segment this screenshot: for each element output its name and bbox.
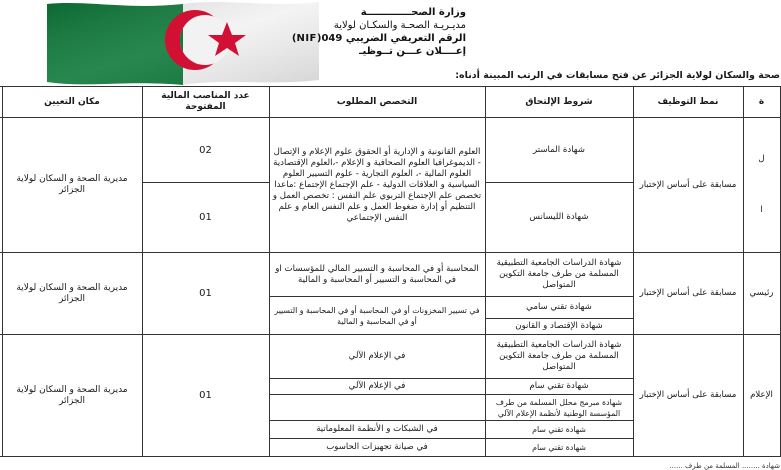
specialty-cell: العلوم القانونية و الإدارية أو الحقوق علوم الإعلام و الإتصال - الديموغرافيا العلوم الصحافية و الإعلام -،العلوم الإقتصادية العلوم المالية -، العلوم التجارية - علوم التسيير العلوم السياسية و العلاقات الدولية - علم الإجتماع الإجتماع :ماعدا تخصص علم الإجتماع التربوي علم النفس : تخصص العمل و التنظيم أو إدارة ضغوط العمل و علم النفس العام و علم النفس الإجتماعي xyxy=(269,118,485,253)
specialty-cell: في صيانة تجهيزات الحاسوب xyxy=(269,439,485,457)
edge-cell xyxy=(0,335,2,457)
rank-cell xyxy=(743,118,780,253)
table-row xyxy=(0,253,780,297)
ministry-line: وزارة الصحـــــــــــــة xyxy=(360,7,466,18)
mode-cell: مسابقة على أساس الإختبار xyxy=(633,335,743,457)
condition-cell: شهادة الماستر xyxy=(485,118,633,183)
condition-cell: شهادة تقني سام xyxy=(485,379,633,395)
condition-cell: شهادة مبرمج محلل المسلمة من طرف المؤسسة الوطنية لأنظمة الإعلام الآلي xyxy=(485,395,633,421)
table-row xyxy=(0,335,780,379)
condition-cell: شهادة تقني سام xyxy=(485,421,633,439)
col-rank: ة xyxy=(743,87,780,118)
condition-cell: شهادة الدراسات الجامعية التطبيقية المسلمة من طرف جامعة التكوين المتواصل xyxy=(485,335,633,379)
mode-cell: مسابقة على أساس الإختبار xyxy=(633,253,743,335)
specialty-cell: في الإعلام الآلي xyxy=(269,335,485,379)
specialty-cell xyxy=(269,395,485,421)
col-edge xyxy=(0,87,2,118)
rank-cell: رئيسي xyxy=(743,253,780,335)
recruitment-table xyxy=(0,86,781,457)
document-header xyxy=(291,6,466,58)
place-cell: مديرية الصحة و السكان لولاية الجزائر xyxy=(2,335,142,457)
specialty-cell: في الإعلام الآلي xyxy=(269,379,485,395)
positions-cell: 01 xyxy=(142,253,269,335)
positions-cell: 01 xyxy=(142,183,269,253)
rank-text: ل xyxy=(758,154,765,164)
mode-cell: مسابقة على أساس الإختبار xyxy=(633,118,743,253)
edge-cell xyxy=(0,118,2,253)
specialty-cell: في الشبكات و الأنظمة المعلوماتية xyxy=(269,421,485,439)
condition-cell: شهادة تقني سام xyxy=(485,439,633,457)
table-row xyxy=(0,118,780,183)
table-header-row xyxy=(0,87,780,118)
edge-cell xyxy=(0,253,2,335)
condition-cell: شهادة الإقتصاد و القانون xyxy=(485,319,633,335)
col-mode: نمط التوظيف xyxy=(633,87,743,118)
positions-cell: 02 xyxy=(142,118,269,183)
intro-text: صحة والسكان لولاية الجزائر عن فتح مسابقات في الرتب المبينة أدناه: xyxy=(455,70,780,81)
col-specialty: التخصص المطلوب xyxy=(269,87,485,118)
directorate-line: مديـريـة الصحـة والسكـان لولاية xyxy=(333,20,466,31)
positions-cell: 01 xyxy=(142,335,269,457)
col-place: مكان التعيين xyxy=(2,87,142,118)
condition-cell: شهادة الدراسات الجامعية التطبيقية المسلمة من طرف جامعة التكوين المتواصل xyxy=(485,253,633,297)
place-cell: مديرية الصحة و السكان لولاية الجزائر xyxy=(2,253,142,335)
col-conditions: شروط الإلتحاق xyxy=(485,87,633,118)
specialty-cell: المحاسبة أو في المحاسبة و التسيير المالي للمؤسسات او في المحاسبة و التسيير أو المحاسبة و المالية xyxy=(269,253,485,297)
rank-text-2: ا xyxy=(760,205,763,215)
col-positions: عدد المناصب المالية المفتوحة xyxy=(142,87,269,118)
specialty-cell: في تسيير المخزونات أو في المحاسبة أو في المحاسبة و التسيير أو في المحاسبة و المالية xyxy=(269,297,485,335)
rank-cell: الإعلام xyxy=(743,335,780,457)
footer-text: شهادة ........ المسلمة من طرف ...... xyxy=(669,462,780,470)
tax-id-line: الرقم التعريفي الضريبي 049(NIF) xyxy=(291,33,466,44)
condition-cell: شهادة تقني سامي xyxy=(485,297,633,319)
place-cell: مديرية الصحة و السكان لولاية الجزائر xyxy=(2,118,142,253)
condition-cell: شهادة الليسانس xyxy=(485,183,633,253)
announcement-line: إعــــلان عـــن تــوظيـ xyxy=(359,46,466,57)
